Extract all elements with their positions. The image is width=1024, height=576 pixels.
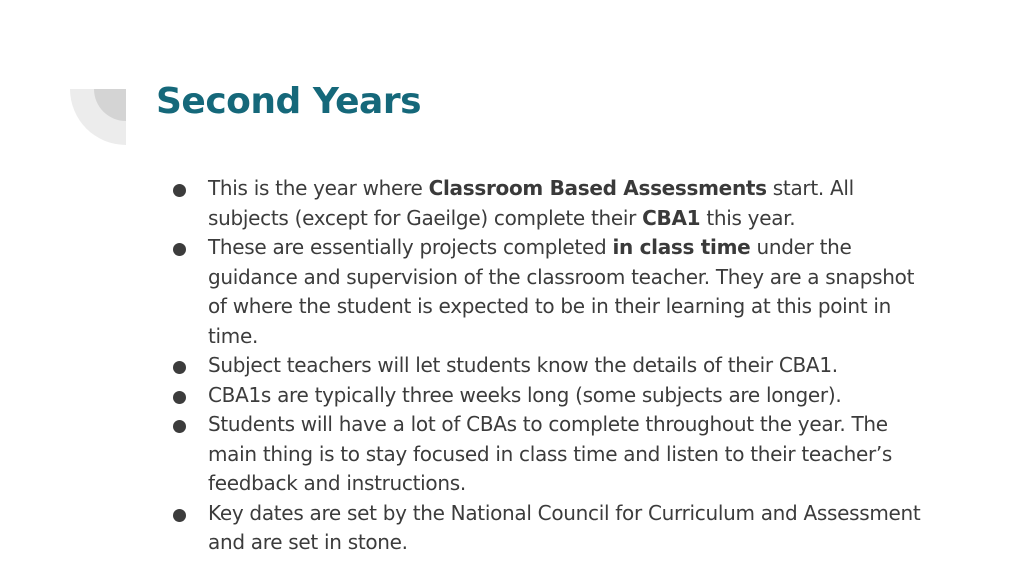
bullet-emphasis: Classroom Based Assessments — [428, 176, 767, 200]
corner-decoration — [70, 89, 126, 145]
bullet-item — [172, 174, 932, 233]
bullet-item — [172, 233, 932, 351]
bullet-item — [172, 381, 932, 411]
bullet-text: Key dates are set by the National Council for Curriculum and Assessment and are set in stone. — [208, 500, 921, 554]
bullet-text: start. All subjects (except for Gaeilge) complete their — [208, 176, 854, 230]
bullet-item — [172, 351, 932, 381]
bullet-dot-icon — [173, 184, 186, 197]
bullet-emphasis: in class time — [612, 235, 751, 259]
bullet-dot-icon — [173, 420, 186, 433]
bullet-text: under the guidance and supervision of the classroom teacher. They are a snapshot of where the student is expected to be in their learning at this point in time. — [208, 235, 915, 348]
bullet-dot-icon — [173, 391, 186, 404]
bullet-text: Students will have a lot of CBAs to complete throughout the year. The main thing is to stay focused in class time and listen to their teacher’s feedback and instructions. — [208, 412, 893, 495]
bullet-text: Subject teachers will let students know the details of their CBA1. — [208, 353, 838, 377]
slide-title: Second Years — [156, 81, 422, 122]
bullet-text: This is the year where — [208, 176, 429, 200]
bullet-text: CBA1s are typically three weeks long (some subjects are longer). — [208, 382, 842, 407]
bullet-dot-icon — [173, 361, 186, 374]
bullet-dot-icon — [173, 243, 186, 256]
bullet-dot-icon — [173, 509, 186, 522]
bullet-emphasis: CBA1 — [642, 205, 701, 230]
bullet-item — [172, 410, 932, 499]
bullet-list — [172, 174, 932, 558]
bullet-item — [172, 499, 932, 558]
bullet-text: this year. — [700, 205, 796, 230]
bullet-text: These are essentially projects completed — [208, 235, 613, 259]
